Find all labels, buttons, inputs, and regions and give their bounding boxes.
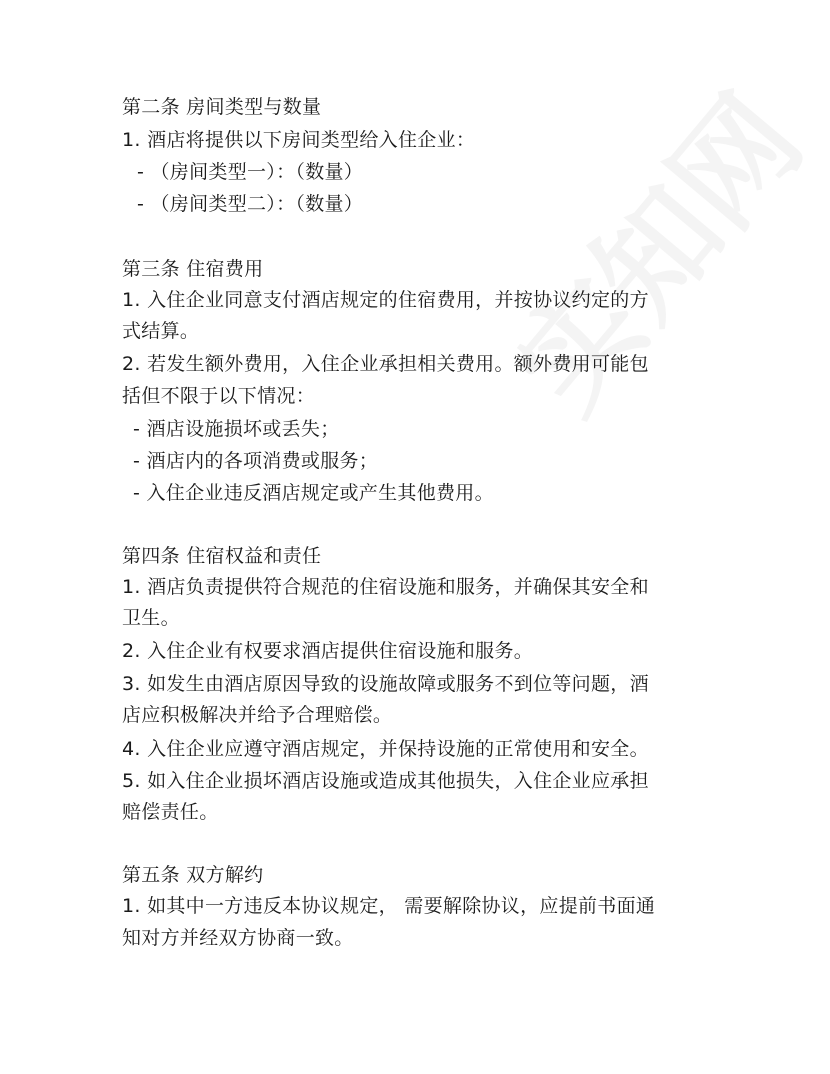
section-heading: 第四条 住宿权益和责任	[122, 545, 322, 567]
bullet-item: - 酒店内的各项消费或服务；	[133, 450, 379, 472]
paragraph: 1. 酒店将提供以下房间类型给入住企业：	[122, 129, 476, 151]
paragraph-continued: 卫生。	[122, 607, 180, 629]
paragraph: 1. 如其中一方违反本协议规定， 需要解除协议，应提前书面通	[122, 895, 656, 917]
paragraph-continued: 式结算。	[122, 320, 200, 342]
paragraph: 3. 如发生由酒店原因导致的设施故障或服务不到位等问题，酒	[122, 673, 649, 695]
bullet-item: - （房间类型一）：（数量）	[137, 161, 364, 183]
paragraph: 1. 酒店负责提供符合规范的住宿设施和服务，并确保其安全和	[122, 576, 649, 598]
paragraph: 4. 入住企业应遵守酒店规定，并保持设施的正常使用和安全。	[122, 738, 649, 760]
paragraph-continued: 括但不限于以下情况：	[122, 385, 316, 407]
section-heading: 第三条 住宿费用	[122, 258, 264, 280]
paragraph: 5. 如入住企业损坏酒店设施或造成其他损失，入住企业应承担	[122, 770, 649, 792]
paragraph: 2. 入住企业有权要求酒店提供住宿设施和服务。	[122, 640, 534, 662]
paragraph-continued: 店应积极解决并给予合理赔偿。	[122, 704, 393, 726]
paragraph: 1. 入住企业同意支付酒店规定的住宿费用，并按协议约定的方	[122, 289, 649, 311]
bullet-item: - 酒店设施损坏或丢失；	[133, 418, 340, 440]
paragraph: 2. 若发生额外费用，入住企业承担相关费用。额外费用可能包	[122, 353, 649, 375]
section-heading: 第五条 双方解约	[122, 864, 264, 886]
watermark	[470, 54, 830, 440]
paragraph-continued: 赔偿责任。	[122, 801, 219, 823]
bullet-item: - （房间类型二）：（数量）	[137, 193, 364, 215]
section-heading: 第二条 房间类型与数量	[122, 96, 322, 118]
paragraph-continued: 知对方并经双方协商一致。	[122, 927, 354, 949]
bullet-item: - 入住企业违反酒店规定或产生其他费用。	[133, 482, 494, 504]
